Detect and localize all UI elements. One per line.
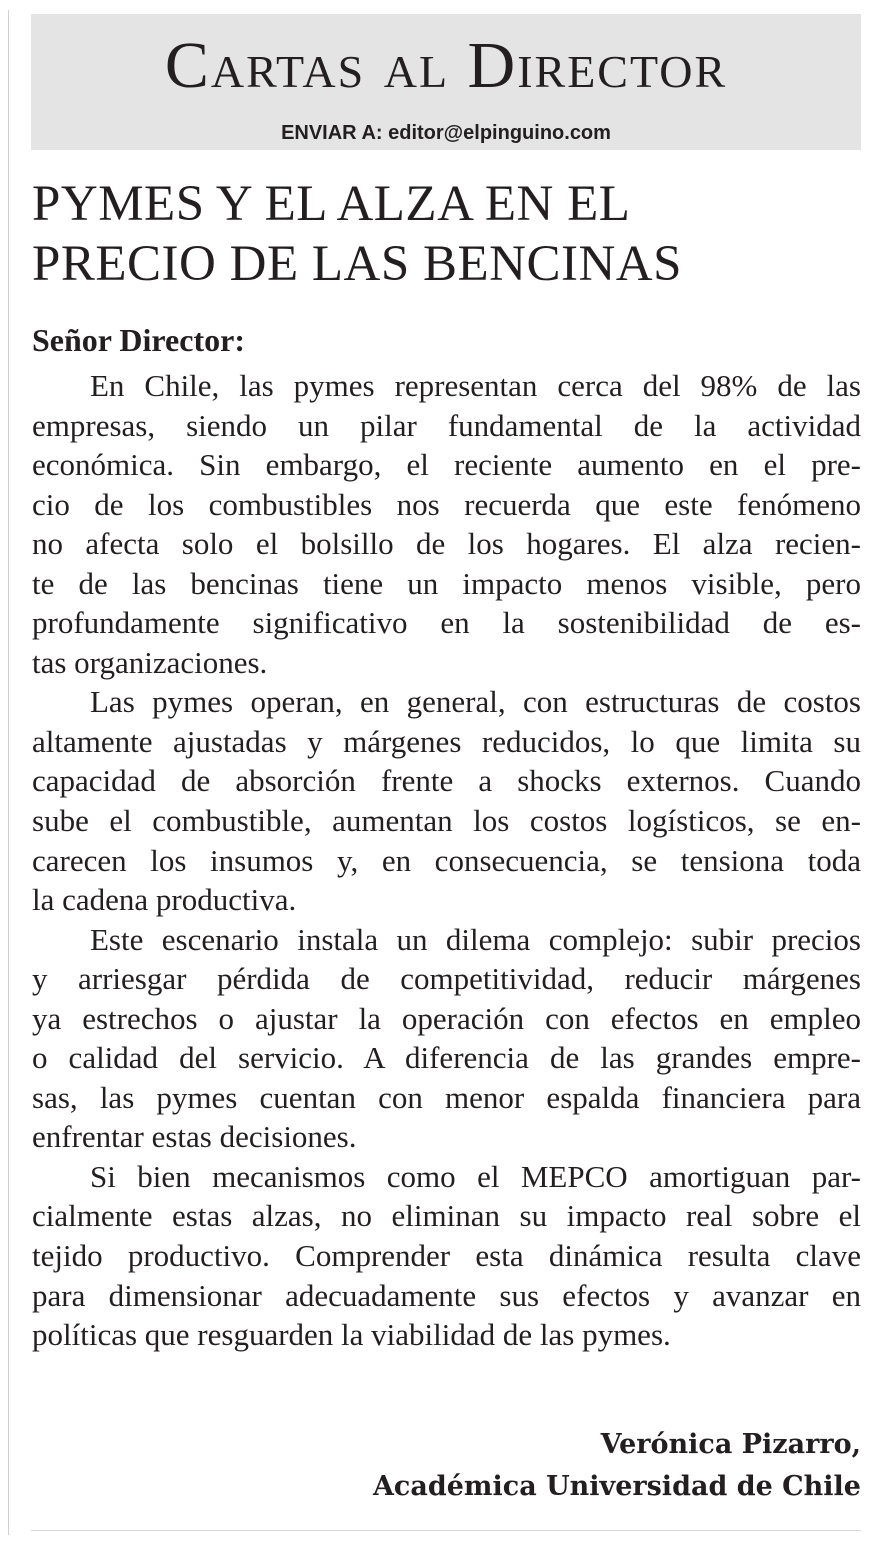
headline-line: PRECIO DE LAS BENCINAS: [32, 236, 682, 292]
section-masthead: [31, 14, 861, 150]
headline-line: PYMES Y EL ALZA EN EL: [32, 176, 631, 232]
body-line: capacidad de absorción frente a shocks externos. Cuando: [32, 763, 861, 799]
body-line: económica. Sin embargo, el reciente aumento en el pre-: [32, 447, 861, 483]
bottom-divider: [31, 1530, 861, 1531]
section-title: Cartas al Director: [164, 29, 728, 102]
body-line: y arriesgar pérdida de competitividad, reducir márgenes: [32, 961, 861, 997]
body-line: te de las bencinas tiene un impacto menos visible, pero: [32, 565, 861, 601]
body-line: cialmente estas alzas, no eliminan su impacto real sobre el: [32, 1198, 861, 1234]
body-line: empresas, siendo un pilar fundamental de la actividad: [32, 407, 861, 443]
body-line: o calidad del servicio. A diferencia de las grandes empre-: [32, 1040, 861, 1076]
body-line: no afecta solo el bolsillo de los hogares. El alza recien-: [32, 526, 861, 562]
letter-salutation: Señor Director:: [32, 322, 245, 358]
body-line: la cadena productiva.: [32, 882, 297, 918]
body-line: tas organizaciones.: [32, 644, 268, 680]
body-line: altamente ajustadas y márgenes reducidos, lo que limita su: [32, 723, 861, 759]
letter-signature: [373, 1424, 861, 1508]
body-line: enfrentar estas decisiones.: [32, 1119, 357, 1155]
body-line: para dimensionar adecuadamente sus efectos y avanzar en: [32, 1277, 861, 1313]
body-line: En Chile, las pymes representan cerca del 98% de las: [90, 368, 861, 403]
body-line: tejido productivo. Comprender esta dinámica resulta clave: [32, 1238, 861, 1274]
body-line: profundamente significativo en la sostenibilidad de es-: [32, 605, 861, 641]
body-line: sas, las pymes cuentan con menor espalda financiera para: [32, 1079, 861, 1115]
column-divider: [8, 10, 9, 1535]
letter-body: [32, 366, 861, 1355]
body-line: carecen los insumos y, en consecuencia, se tensiona toda: [32, 842, 861, 878]
submission-email: ENVIAR A: editor@elpinguino.com: [281, 122, 611, 144]
body-line: Si bien mecanismos como el MEPCO amortiguan par-: [90, 1158, 861, 1194]
body-line: Las pymes operan, en general, con estructuras de costos: [90, 684, 861, 720]
body-line: ya estrechos o ajustar la operación con efectos en empleo: [32, 1000, 861, 1036]
author-affiliation: Académica Universidad de Chile: [372, 1471, 861, 1502]
author-name: Verónica Pizarro,: [600, 1429, 861, 1460]
body-line: Este escenario instala un dilema complejo: subir precios: [90, 921, 861, 957]
body-line: cio de los combustibles nos recuerda que este fenómeno: [32, 486, 861, 522]
body-line: políticas que resguarden la viabilidad de las pymes.: [32, 1317, 671, 1353]
letter-headline: [32, 174, 862, 294]
body-line: sube el combustible, aumentan los costos logísticos, se en-: [32, 803, 861, 839]
